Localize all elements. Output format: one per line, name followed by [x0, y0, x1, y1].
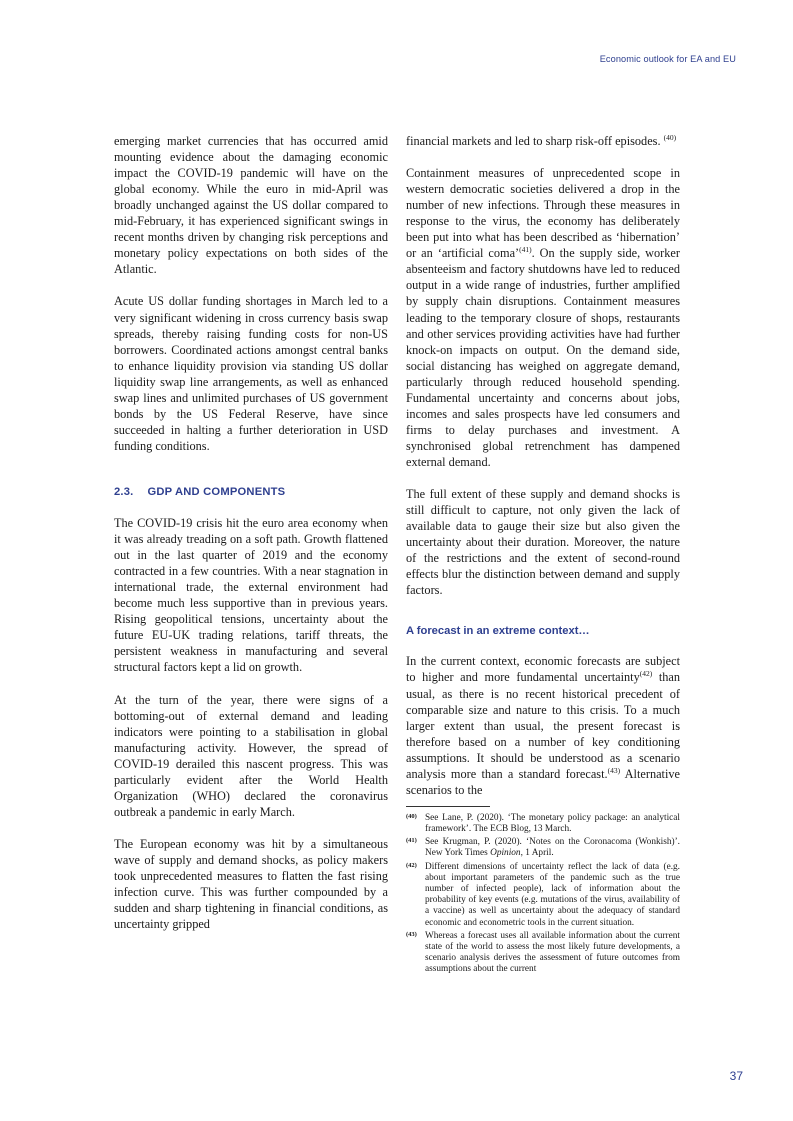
- footnote-number: (43): [406, 930, 417, 938]
- paragraph: emerging market currencies that has occurred amid mounting evidence about the damaging economic impact the COVID-19 pandemic will have on the global economy. While the euro in mid-April was broadly unchanged against the US dollar compared to mid-February, it has experienced significant swings in recent months driven by changing risk perceptions and monetary policy expectations on both sides of the Atlantic.: [114, 134, 388, 277]
- footnote-text-italic: Opinion: [490, 848, 521, 859]
- paragraph: At the turn of the year, there were signs of a bottoming-out of external demand and leading indicators were pointing to a stabilisation in global manufacturing activity. However, the spread of COVID-19 derailed this nascent progress. This was particularly evident after the World Health Organization (WHO) declared the coronavirus outbreak a pandemic in early March.: [114, 692, 388, 819]
- footnote: [406, 931, 680, 976]
- footnote-number: (42): [406, 861, 417, 869]
- right-column: [406, 133, 680, 978]
- paragraph: The European economy was hit by a simultaneous wave of supply and demand shocks, as policy makers took unprecedented measures to flatten the fast rising infection curve. This was further compounded by a sudden and sharp tightening in financial conditions, as uncertainty gripped: [114, 836, 388, 932]
- footnote-number: (40): [406, 812, 417, 820]
- footnote-ref: (42): [639, 669, 653, 679]
- footnote-text: Whereas a forecast uses all available information about the current state of the world to assess the most likely future developments, a scenario analysis derives the assessment of future outcomes from assumptions about the current: [425, 930, 680, 975]
- paragraph: The full extent of these supply and demand shocks is still difficult to capture, not only given the lack of available data to gauge their size but also given the uncertainty about their duration. Moreover, the nature of the restrictions and the extent of second-round effects blur the distinction between demand and supply factors.: [406, 487, 680, 598]
- paragraph-text: than usual, as there is no recent historical precedent of comparable size and nature to this crisis. To a much larger extent than usual, the present forecast is therefore based on a number of key conditioning assumptions. It should be understood as a scenario analysis more than a standard forecast.: [406, 670, 680, 781]
- footnote-number: (41): [406, 837, 417, 845]
- footnote-text: , 1 April.: [520, 848, 554, 859]
- paragraph: [406, 165, 680, 470]
- section-title: GDP AND COMPONENTS: [147, 485, 286, 498]
- section-number: 2.3.: [114, 485, 134, 498]
- paragraph: [406, 133, 680, 149]
- paragraph-text: financial markets and led to sharp risk-off episodes.: [406, 134, 661, 148]
- box-heading: A forecast in an extreme context…: [406, 625, 590, 638]
- footnote: [406, 813, 680, 835]
- footnote-divider: [406, 806, 490, 807]
- paragraph-text: Containment measures of unprecedented scope in western democratic societies delivered a drop in the number of new infections. Through these measures in response to the virus, the economy has deliberately been put into what has been described as ‘hibernation’ or an ‘artificial coma’: [406, 166, 680, 261]
- paragraph: Acute US dollar funding shortages in March led to a very significant widening in cross currency basis swap spreads, thereby raising funding costs for non-US borrowers. Coordinated actions amongst central banks to enhance liquidity provision via standing US dollar liquidity swap line arrangements, as well as enhanced swap lines and unlimited purchases of US government bonds by the US Federal Reserve, have since succeeded in halting a further deterioration in USD funding conditions.: [114, 294, 388, 453]
- paragraph-text: . On the supply side, worker absenteeism and factory shutdowns have led to reduced output in a wide range of industries, further amplified by supply chain disruptions. Containment measures leading to the temporary closure of shops, restaurants and other services providing activities have had further knock-on impacts on output. On the demand side, social distancing has weighed on aggregate demand, particularly through reduced household spending. Fundamental uncertainty and concerns about jobs, incomes and sales prospects have led consumers and firms to delay purchases and investment. A synchronised global retrenchment has dampened external demand.: [406, 246, 680, 469]
- left-column: [114, 133, 388, 948]
- paragraph-text: Alternative scenarios to the: [406, 766, 680, 797]
- footnote-ref: (41): [519, 245, 532, 255]
- footnote-ref: (43): [607, 765, 621, 775]
- footnote-text: See Lane, P. (2020). ‘The monetary policy package: an analytical framework’. The ECB Blog, 13 March.: [425, 812, 680, 835]
- paragraph: The COVID-19 crisis hit the euro area economy when it was already treading on a soft path. Growth flattened out in the last quarter of 2019 and the economy contracted in a few countries. With a near stagnation in international trade, the external environment had become much less supportive than in previous years. Rising geopolitical tensions, uncertainty about the future EU-UK trading relations, tariff threats, the persistent weakness in manufacturing and several structural factors kept a lid on growth.: [114, 515, 388, 675]
- footnote: [406, 862, 680, 929]
- running-header: Economic outlook for EA and EU: [599, 54, 736, 64]
- footnote-ref: (40): [663, 132, 677, 142]
- footnote-text: See Krugman, P. (2020). ‘Notes on the Coronacoma (Wonkish)’. New York Times: [425, 837, 680, 859]
- paragraph-text: In the current context, economic forecasts are subject to higher and more fundamental uncertainty: [406, 654, 680, 685]
- footnote-text: Different dimensions of uncertainty reflect the lack of data (e.g. about important parameters of the pandemic such as the true number of infected people), lack of information about the probability of key events (e.g. mutations of the virus, availability of a vaccine) as well as uncertainty about the adequacy of standard economic and econometric tools in the current situation.: [425, 861, 680, 928]
- section-heading: [114, 484, 388, 500]
- page-number: 37: [729, 1069, 743, 1083]
- paragraph: [406, 653, 680, 797]
- footnote: [406, 837, 680, 859]
